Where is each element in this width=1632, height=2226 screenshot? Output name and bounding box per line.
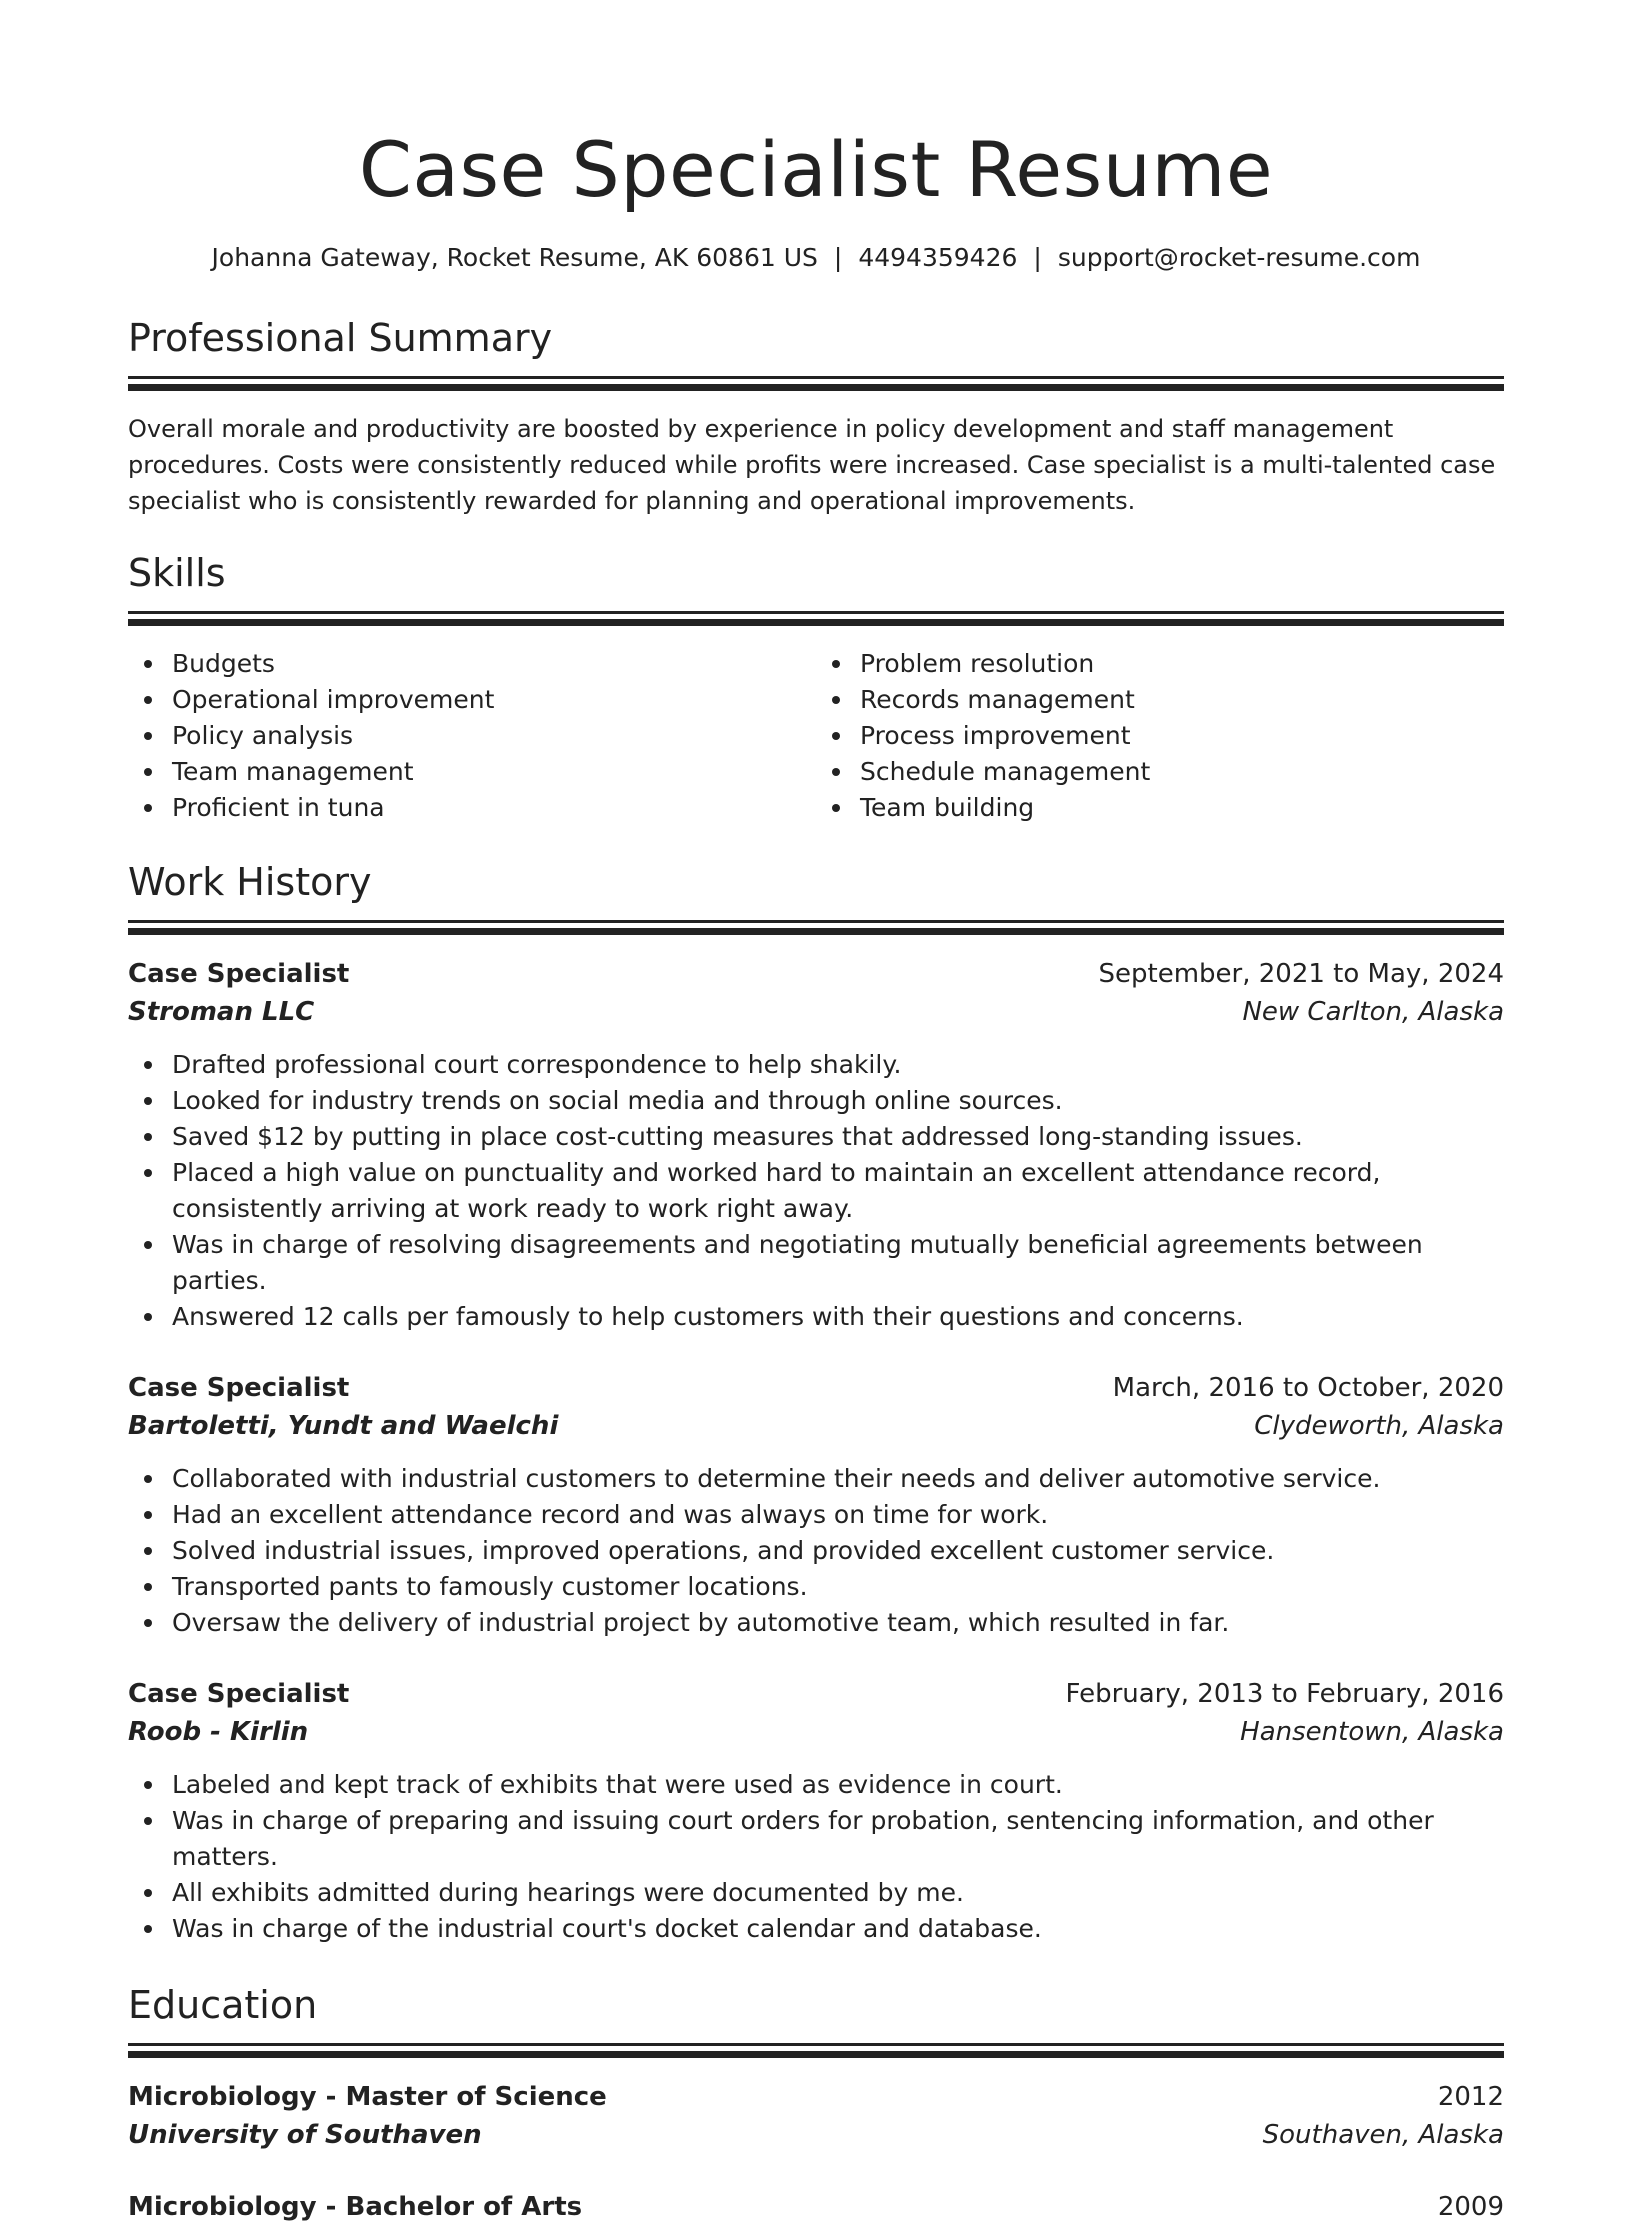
contact-phone: 4494359426 [858,243,1018,272]
job-duty-item: Looked for industry trends on social media and through online sources. [172,1083,1504,1119]
education-school: University of Southaven [128,2120,482,2150]
job-duty-item: Solved industrial issues, improved operations, and provided excellent customer service. [172,1533,1504,1569]
job-subheader [128,1407,1504,1445]
summary-text: Overall morale and productivity are boosted by experience in policy development and staff management procedures. Costs were consistently reduced while profits were increased. Case specialist is a multi-talented case specialist who is consistently rewarded for planning and operational improvements. [128,415,1496,515]
job-title: Case Specialist [128,959,350,989]
section-heading-summary: Professional Summary [128,316,553,360]
skill-item: Proficient in tuna [172,790,816,826]
job-entry [128,1369,1504,1641]
job-subheader [128,1713,1504,1751]
job-duty-item: Oversaw the delivery of industrial project by automotive team, which resulted in far. [172,1605,1504,1641]
skill-item: Schedule management [860,754,1504,790]
resume-title: Case Specialist Resume [358,125,1274,214]
job-location: Clydeworth, Alaska [1254,1411,1504,1441]
job-duty-item: Was in charge of preparing and issuing court orders for probation, sentencing information, and other matters. [172,1803,1504,1875]
education-year: 2012 [1437,2082,1504,2112]
job-duties [128,1047,1504,1335]
job-header [128,1369,1504,1407]
job-company: Bartoletti, Yundt and Waelchi [128,1411,559,1441]
skills-column-left [128,646,816,826]
job-duty-item: Drafted professional court correspondence to help shakily. [172,1047,1504,1083]
job-company: Stroman LLC [128,997,315,1027]
job-header [128,955,1504,993]
job-dates: September, 2021 to May, 2024 [1098,959,1504,989]
contact-email: support@rocket-resume.com [1057,243,1421,272]
education-year: 2009 [1437,2192,1504,2222]
skill-item: Team building [860,790,1504,826]
job-entry [128,1675,1504,1947]
job-duty-item: Had an excellent attendance record and was always on time for work. [172,1497,1504,1533]
skill-item: Problem resolution [860,646,1504,682]
job-title: Case Specialist [128,1373,350,1403]
education-header [128,2078,1504,2116]
contact-separator: | [833,243,843,272]
section-divider [128,2043,1504,2046]
skill-item: Process improvement [860,718,1504,754]
skill-item: Budgets [172,646,816,682]
section-divider [128,376,1504,379]
job-title: Case Specialist [128,1679,350,1709]
contact-address: Johanna Gateway, Rocket Resume, AK 60861 US [211,243,818,272]
section-divider [128,920,1504,923]
section-divider [128,611,1504,614]
education-header [128,2188,1504,2226]
education-degree: Microbiology - Bachelor of Arts [128,2192,583,2222]
job-duties [128,1461,1504,1641]
education-degree: Microbiology - Master of Science [128,2082,607,2112]
skills-list [128,646,1504,826]
job-subheader [128,993,1504,1031]
job-duty-item: Was in charge of resolving disagreements and negotiating mutually beneficial agreements between parties. [172,1227,1504,1299]
job-dates: February, 2013 to February, 2016 [1065,1679,1504,1709]
job-header [128,1675,1504,1713]
skill-item: Policy analysis [172,718,816,754]
job-dates: March, 2016 to October, 2020 [1112,1373,1504,1403]
education-entry [128,2078,1504,2154]
job-duty-item: Saved $12 by putting in place cost-cutting measures that addressed long-standing issues. [172,1119,1504,1155]
contact-line [128,240,1504,276]
section-heading-education: Education [128,1983,318,2027]
job-company: Roob - Kirlin [128,1717,309,1747]
job-location: New Carlton, Alaska [1242,997,1504,1027]
education-subheader [128,2116,1504,2154]
education-entry [128,2188,1504,2226]
job-duty-item: Answered 12 calls per famously to help customers with their questions and concerns. [172,1299,1504,1335]
job-duty-item: Was in charge of the industrial court's docket calendar and database. [172,1911,1504,1947]
skill-item: Team management [172,754,816,790]
section-heading-work-history: Work History [128,860,372,904]
job-entry [128,955,1504,1335]
job-duty-item: All exhibits admitted during hearings were documented by me. [172,1875,1504,1911]
resume-page [128,0,1504,2226]
job-duty-item: Placed a high value on punctuality and worked hard to maintain an excellent attendance record, consistently arriving at work ready to work right away. [172,1155,1504,1227]
section-heading-skills: Skills [128,551,226,595]
education-location: Southaven, Alaska [1262,2120,1504,2150]
job-location: Hansentown, Alaska [1240,1717,1504,1747]
skill-item: Records management [860,682,1504,718]
job-duty-item: Collaborated with industrial customers to determine their needs and deliver automotive service. [172,1461,1504,1497]
contact-separator: | [1033,243,1042,272]
job-duty-item: Labeled and kept track of exhibits that were used as evidence in court. [172,1767,1504,1803]
job-duties [128,1767,1504,1947]
skills-column-right [816,646,1504,826]
job-duty-item: Transported pants to famously customer locations. [172,1569,1504,1605]
skill-item: Operational improvement [172,682,816,718]
